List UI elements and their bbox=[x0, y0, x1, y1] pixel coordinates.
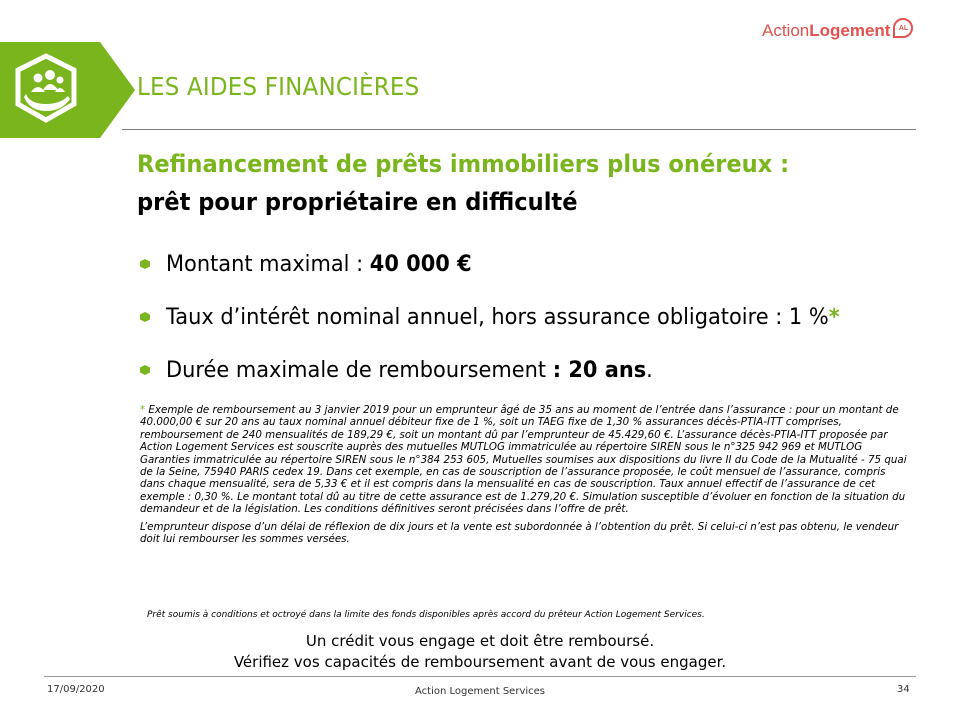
page-title-line1: Refinancement de prêts immobiliers plus onéreux : bbox=[137, 150, 790, 178]
bullet-text: Taux d’intérêt nominal annuel, hors assurance obligatoire : 1 %* bbox=[166, 304, 840, 330]
footer-divider bbox=[44, 676, 916, 677]
bullet-hexagon-icon bbox=[140, 312, 150, 322]
section-title: LES AIDES FINANCIÈRES bbox=[137, 72, 420, 101]
loan-conditions: Prêt soumis à conditions et octroyé dans la limite des fonds disponibles après accord du prêteur Action Logement Services. bbox=[147, 610, 705, 620]
note-paragraph-1: * Exemple de remboursement au 3 janvier 2019 pour un emprunteur âgé de 35 ans au moment de l’entrée dans l’assurance : pour un montant de 40.000,00 € sur 20 ans au taux nominal annuel débiteur fixe de 1 %, soit un TAEG fixe de 1,30 % assurances décès-PTIA-ITT comprises, remboursement de 240 mensualités de 189,29 €, soit un montant dû par l’emprunteur de 45.429,60 €. L’assurance décès-PTIA-ITT proposée par Action Logement Services est souscrite auprès des mutuelles MUTLOG immatriculée au répertoire SIREN sous le n°325 942 969 et MUTLOG Garanties immatriculée au répertoire SIREN sous le n°384 253 605, Mutuelles soumises aux dispositions du livre II du Code de la Mutualité - 75 quai de la Seine, 75940 PARIS cedex 19. Dans cet exemple, en cas de souscription de l’assurance proposée, le coût mensuel de l’assurance, compris dans chaque mensualité, sera de 5,33 € et il est compris dans la mensualité en cas de souscription. Taux annuel effectif de l’assurance de cet exemple : 0,30 %. Le montant total dû au titre de cette assurance est de 1.279,20 €. Simulation susceptible d’évoluer en fonction de la situation du demandeur et de la législation. Les conditions définitives seront précisées dans l’offre de prêt. bbox=[140, 404, 907, 516]
footer-company: Action Logement Services bbox=[414, 686, 545, 697]
bullet-max-duration bbox=[140, 355, 678, 385]
bullet-hexagon-icon bbox=[140, 259, 150, 269]
bullet-text: Durée maximale de remboursement : 20 ans. bbox=[166, 357, 653, 383]
action-logement-logo bbox=[762, 16, 913, 46]
credit-warning-line2: Vérifiez vos capacités de remboursement avant de vous engager. bbox=[233, 653, 727, 671]
bullet-hexagon-icon bbox=[140, 365, 150, 375]
section-banner bbox=[0, 42, 135, 138]
credit-warning bbox=[0, 631, 960, 673]
bullet-max-amount bbox=[140, 249, 488, 279]
header-divider bbox=[122, 129, 916, 130]
note-paragraph-2: L’emprunteur dispose d’un délai de réflexion de dix jours et la vente est subordonnée à l’obtention du prêt. Si celui-ci n’est pas obtenu, le vendeur doit lui rembourser les sommes versées. bbox=[140, 520, 899, 546]
logo-mark-icon: AL bbox=[893, 18, 913, 38]
page-title-line2: prêt pour propriétaire en difficulté bbox=[137, 188, 578, 216]
logo-word-logement: Logement bbox=[809, 21, 891, 40]
footer-date: 17/09/2020 bbox=[47, 684, 105, 695]
page-number: 34 bbox=[897, 684, 910, 695]
logo-word-action: Action bbox=[762, 21, 810, 40]
credit-warning-line1: Un crédit vous engage et doit être remboursé. bbox=[305, 632, 655, 650]
repayment-example-note bbox=[140, 404, 910, 550]
bullet-text: Montant maximal : 40 000 € bbox=[166, 251, 472, 277]
bullet-interest-rate bbox=[140, 302, 875, 332]
